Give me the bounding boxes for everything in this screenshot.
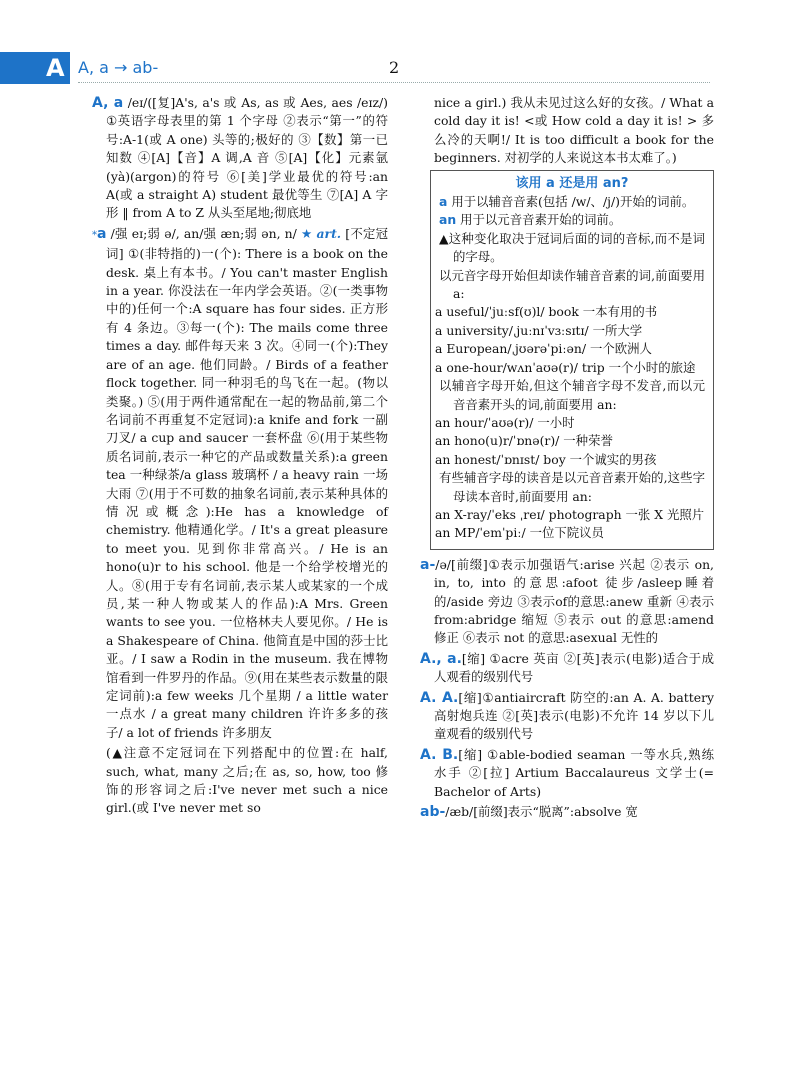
usage-box-row xyxy=(439,469,705,506)
headword: a- xyxy=(420,556,436,573)
headword: A. B. xyxy=(420,746,459,763)
usage-note-text: nice a girl.) 我从未见过这么好的女孩。/ What a cold day it is! <或 How cold a day it is! > 多么冷的天啊!/ It is too difficult a book for the beginners. 对初学的人来说这本书太难了。) xyxy=(434,95,714,166)
usage-box-text: 有些辅音字母的读音是以元音音素开始的,这些字母读本音时,前面要用 an: xyxy=(439,470,705,504)
usage-box-row xyxy=(435,432,705,450)
headword: A. A. xyxy=(420,689,459,706)
usage-box xyxy=(430,170,714,550)
headword: a xyxy=(97,225,107,242)
entry-body: [缩] ①able-bodied seaman 一等水兵,熟练水手 ②[拉] Artium Baccalaureus 文学士(= Bachelor of Arts) xyxy=(434,746,715,799)
usage-box-row xyxy=(435,359,705,377)
header-range: A, a → ab- xyxy=(78,58,159,77)
usage-box-row xyxy=(435,506,705,524)
entry-a-article xyxy=(92,225,388,742)
usage-box-text: a university/ˌjuːnɪˈvɜːsɪtɪ/ 一所大学 xyxy=(435,322,643,338)
headword: ab- xyxy=(420,804,446,821)
entry-body: /ə/[前缀]①表示加强语气:arise 兴起 ②表示 on, in, to, into 的意思:afoot 徒步/asleep睡着的/aside 旁边 ③表示of的意思:anew 重新 ④表示 from:abridge 缩短 ⑤表示 out 的意思:amend 修正 ⑥表示 not 的意思:asexual 无性的 xyxy=(434,556,714,646)
entry-body: /eɪ/([复]A's, a's 或 As, as 或 Aes, aes /eɪz/) ①英语字母表里的第 1 个字母 ②表示“第一”的符号:A-1(或 A one) 头等的;极好的 ③【数】第一已知数 ④[A]【音】A 调,A 音 ⑤[A]【化】元素氩(yà)(argon)的符号 ⑥[美]学业最优的符号:an A(或 a straight A) student 最优等生 ⑦[A] A 字形 ‖ from A to Z 从头至尾地;彻底地 xyxy=(106,95,389,221)
entry-body: [不定冠词] ①(非特指的)一(个): There is a book on the desk. 桌上有本书。/ You can't master English in a year. 你没法在一年内学会英语。②(一类事物中的)任何一个:A square has four sides. 正方形有 4 条边。③每一(个): The mails come three times a day. 邮件每天来 3 次。④同一(个):They are of an age. 他们同龄。/ Birds of a feather flock together. 同一种羽毛的鸟飞在一起。(物以类聚。) ⑤(用于两件通常配在一起的物品前,第二个名词前不再重复不定冠词):a knife and fork 一副刀叉/ a cup and saucer 一套杯盘 ⑥(用于某些物质名词前,表示一种它的产品或数量关系):a green tea 一种绿茶/a glass 玻璃杯 / a heavy rain 一场大雨 ⑦(用于不可数的抽象名词前,表示某种具体的情况或概念):He has a knowledge of chemistry. 他精通化学。/ It's a great pleasure to meet you. 见到你非常高兴。/ He is an hono(u)r to his school. 他是一个给学校增光的人。⑧(用于专有名词前,表示某人或某家的一个成员,某一种人物或某人的作品):A Mrs. Green wants to see you. 一位格林夫人要见你。/ He is a Shakespeare of China. 他简直是中国的莎士比亚。/ I saw a Rodin in the museum. 我在博物馆看到一件罗丹的作品。⑨(用在某些表示数量的限定词前):a few weeks 几个星期 / a little water 一点水 / a great many children 许许多多的孩子/ a lot of friends 许多朋友 xyxy=(106,225,388,740)
usage-box-text: a European/ˌjʊərəˈpiːən/ 一个欧洲人 xyxy=(435,341,652,357)
left-column xyxy=(92,94,388,820)
entry-A-dot-a xyxy=(420,650,714,687)
usage-box-text: 以辅音字母开始,但这个辅音字母不发音,而以元音音素开头的词,前面要用 an: xyxy=(439,378,705,412)
headword: A, a xyxy=(92,95,124,111)
usage-box-row xyxy=(435,524,705,542)
usage-box-row xyxy=(435,322,705,340)
usage-box-row xyxy=(435,414,705,432)
section-letter: A xyxy=(46,54,65,82)
usage-box-row xyxy=(439,267,705,304)
usage-box-text: 用于以元音音素开始的词前。 xyxy=(456,212,622,228)
usage-box-text: ▲这种变化取决于冠词后面的词的音标,而不是词的字母。 xyxy=(439,230,705,265)
entry-A-A xyxy=(420,689,714,744)
frequency-mark: * xyxy=(92,229,97,241)
usage-box-text: an honest/ˈɒnɪst/ boy 一个诚实的男孩 xyxy=(435,451,657,467)
usage-box-text: an MP/ˈemˈpiː/ 一位下院议员 xyxy=(435,525,604,541)
page-header xyxy=(0,52,790,84)
entry-a-prefix xyxy=(420,556,714,648)
usage-box-rows xyxy=(435,193,705,543)
headword: A., a. xyxy=(420,650,462,667)
usage-note-text: (▲注意不定冠词在下列搭配中的位置:在 half, such, what, many 之后;在 as, so, how, too 修饰的形容词之后:I've never met such a nice girl.(或 I've never met so xyxy=(106,745,388,816)
usage-box-row xyxy=(435,303,705,321)
usage-box-title: 该用 a 还是用 an? xyxy=(515,175,629,191)
usage-box-row xyxy=(439,377,705,414)
usage-note xyxy=(92,744,388,818)
usage-note-continued xyxy=(420,94,714,168)
entry-body: /æb/[前缀]表示“脱离”:absolve 宽 xyxy=(445,804,638,820)
usage-box-row xyxy=(439,193,705,211)
star-icon: ★ xyxy=(301,225,313,241)
usage-box-text: an hono(u)r/ˈɒnə(r)/ 一种荣誉 xyxy=(435,433,613,449)
page-number: 2 xyxy=(389,58,400,77)
entry-ab-prefix xyxy=(420,803,714,821)
usage-box-row xyxy=(439,230,705,267)
usage-box-text: a useful/ˈjuːsf(ʊ)l/ book 一本有用的书 xyxy=(435,304,658,320)
letter-tab xyxy=(0,52,70,84)
pronunciation: /强 eɪ;弱 ə/, an/强 æn;弱 ən, n/ xyxy=(110,225,297,241)
entry-A-a xyxy=(92,94,388,223)
article-keyword: an xyxy=(439,212,457,228)
entry-A-B xyxy=(420,746,714,801)
usage-box-row xyxy=(435,340,705,358)
usage-box-row xyxy=(435,451,705,469)
usage-box-text: 以元音字母开始但却读作辅音音素的词,前面要用 a: xyxy=(439,267,705,302)
usage-box-text: 用于以辅音音素(包括 /w/、/j/)开始的词前。 xyxy=(447,194,695,210)
right-column xyxy=(420,94,714,823)
part-of-speech: art. xyxy=(316,225,342,241)
usage-box-row xyxy=(439,211,705,229)
usage-box-text: a one-hour/wʌnˈaʊə(r)/ trip 一个小时的旅途 xyxy=(435,359,696,375)
usage-box-text: an hour/ˈaʊə(r)/ 一小时 xyxy=(435,414,575,430)
header-divider xyxy=(78,82,710,83)
entry-body: [缩]①antiaircraft 防空的:an A. A. battery 高射炮兵连 ②[英]表示(电影)不允许 14 岁以下儿童观看的级别代号 xyxy=(434,689,715,742)
entry-body: [缩] ①acre 英亩 ②[英]表示(电影)适合于成人观看的级别代号 xyxy=(434,650,714,685)
usage-box-text: an X-ray/ˈeks ˌreɪ/ photograph 一张 X 光照片 xyxy=(435,506,705,522)
article-keyword: a xyxy=(439,194,448,210)
